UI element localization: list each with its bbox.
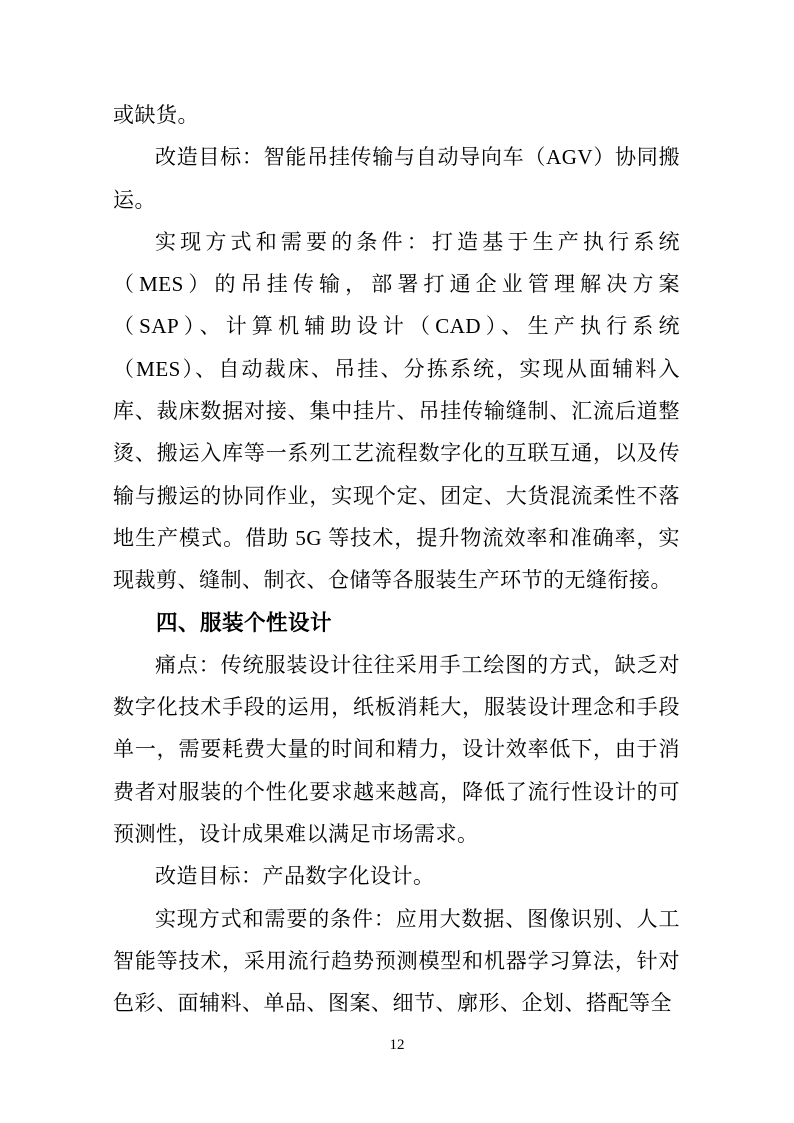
page-footer <box>0 1036 794 1054</box>
paragraph-upgrade-goal-agv: 改造目标：智能吊挂传输与自动导向车（AGV）协同搬运。 <box>113 145 680 212</box>
paragraph-stock-continuation: 或缺货。 <box>113 103 199 127</box>
paragraph-upgrade-goal-design: 改造目标：产品数字化设计。 <box>155 864 435 889</box>
section-heading-garment-personalized-design: 四、服装个性设计 <box>156 610 333 635</box>
paragraph-pain-point-design: 痛点：传统服装设计往往采用手工绘图的方式，缺乏对数字化技术手段的运用，纸板消耗大，服装设计理念和手段单一，需要耗费大量的时间和精力，设计效率低下，由于消费者对服装的个性化要求越来越高，降低了流行性设计的可预测性，设计成果难以满足市场需求。 <box>113 652 680 847</box>
paragraph-implementation-mes: 实现方式和需要的条件：打造基于生产执行系统（MES）的吊挂传输，部署打通企业管理解决方案（SAP）、计算机辅助设计（CAD）、生产执行系统（MES）、自动裁床、吊挂、分拣系统，实现从面辅料入库、裁床数据对接、集中挂片、吊挂传输缝制、汇流后道整烫、搬运入库等一系列工艺流程数字化的互联互通，以及传输与搬运的协同作业，实现个定、团定、大货混流柔性不落地生产模式。借助 5G 等技术，提升物流效率和准确率，实现裁剪、缝制、制衣、仓储等各服装生产环节的无缝衔接。 <box>113 229 680 593</box>
page-number: 12 <box>389 1037 405 1053</box>
paragraph-implementation-ai: 实现方式和需要的条件：应用大数据、图像识别、人工智能等技术，采用流行趋势预测模型和机器学习算法，针对色彩、面辅料、单品、图案、细节、廓形、企划、搭配等全 <box>113 906 680 1016</box>
text-body <box>113 94 680 1025</box>
